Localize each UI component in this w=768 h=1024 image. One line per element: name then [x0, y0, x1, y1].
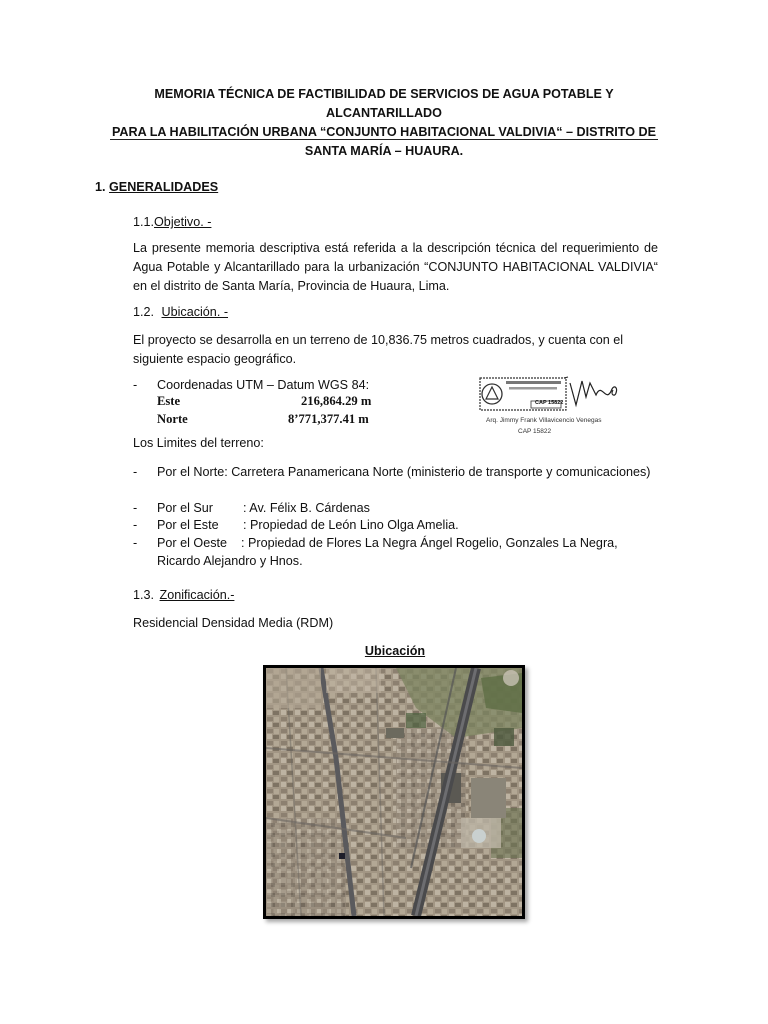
satellite-map [266, 668, 522, 916]
document-title [110, 85, 658, 161]
subsection-1-2-title: Ubicación. - [161, 305, 229, 319]
limit-oeste-text: : Propiedad de Flores La Negra Ángel Rogelio, Gonzales La Negra, Ricardo Alejandro y Hnos. [157, 536, 618, 568]
stamp-cap: CAP 15822 [518, 428, 552, 435]
limit-norte [157, 463, 658, 481]
bullet-dash: - [133, 501, 138, 515]
title-line-3: SANTA MARÍA – HUAURA. [304, 144, 464, 158]
stamp-name: Arq. Jimmy Frank Villavicencio Venegas [486, 417, 602, 424]
norte-label: Norte [157, 412, 188, 426]
architect-stamp [476, 375, 624, 437]
limit-norte-text: Carretera Panamericana Norte (ministerio de transporte y comunicaciones) [231, 465, 651, 479]
limit-sur-text: : Av. Félix B. Cárdenas [243, 501, 370, 515]
objetivo-paragraph: La presente memoria descriptiva está referida a la descripción técnica del requerimiento de Agua Potable y Alcantarillado para la urbanización “CONJUNTO HABITACIONAL VALDIVIA“ en el distrito de Santa María, Provincia de Huaura, Lima. [133, 241, 658, 293]
bullet-dash: - [133, 536, 138, 550]
limit-sur-label: Por el Sur [157, 501, 213, 515]
section-1-title: GENERALIDADES [109, 180, 219, 194]
subsection-1-1-title: Objetivo. - [154, 215, 212, 229]
subsection-1-3-heading [133, 586, 234, 605]
subsection-1-1-heading [133, 213, 211, 232]
coords-label: Coordenadas UTM – Datum WGS 84: [157, 378, 370, 392]
limit-norte-label: Por el Norte: [157, 465, 228, 479]
norte-value: 8’771,377.41 m [288, 412, 369, 426]
este-value: 216,864.29 m [301, 394, 372, 408]
aerial-view [266, 668, 522, 916]
limit-este-text: : Propiedad de León Lino Olga Amelia. [243, 518, 459, 532]
stamp-badge: CAP 15822 [535, 400, 564, 406]
section-1-number: 1. [95, 180, 106, 194]
limits-heading: Los Limites del terreno: [133, 436, 264, 450]
title-underline-rule [110, 139, 658, 140]
section-1-heading [95, 178, 218, 197]
title-line-2: PARA LA HABILITACIÓN URBANA “CONJUNTO HABITACIONAL VALDIVIA“ – DISTRITO DE [111, 125, 657, 139]
bullet-dash: - [133, 378, 138, 392]
figure-caption: Ubicación [364, 644, 426, 658]
subsection-1-1-number: 1.1. [133, 215, 155, 229]
limit-oeste-label: Por el Oeste [157, 536, 227, 550]
satellite-map-image [263, 665, 525, 919]
bullet-dash: - [133, 518, 138, 532]
subsection-1-3-title: Zonificación.- [159, 588, 235, 602]
este-label: Este [157, 394, 181, 408]
limit-este-label: Por el Este [157, 518, 219, 532]
zonificacion-text: Residencial Densidad Media (RDM) [133, 616, 334, 630]
title-line-1: MEMORIA TÉCNICA DE FACTIBILIDAD DE SERVICIOS DE AGUA POTABLE Y ALCANTARILLADO [154, 87, 614, 120]
subsection-1-2-heading [133, 303, 228, 322]
subsection-1-3-number: 1.3. [133, 588, 155, 602]
ubicacion-paragraph: El proyecto se desarrolla en un terreno de 10,836.75 metros cuadrados, y cuenta con el siguiente espacio geográfico. [133, 333, 624, 366]
subsection-1-2-number: 1.2. [133, 305, 155, 319]
bullet-dash: - [133, 465, 138, 479]
